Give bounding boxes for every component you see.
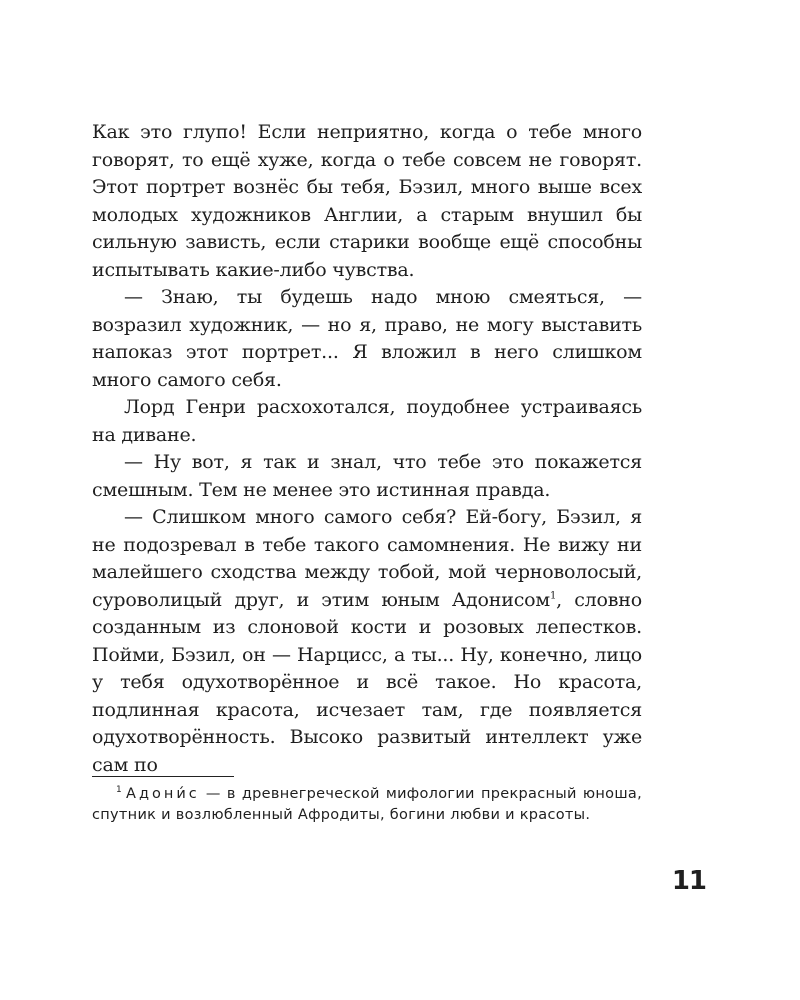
paragraph-5-after-note: , словно созданным из слоновой кости и розовых лепестков. Пойми, Бэзил, он — Нарцисс, а ты... Ну, конечно, лицо у тебя одухотворённое и всё такое. Но красота, подлинная красота, исчезает там, где появляется одухотворённость. Высоко развитый интеллект уже сам по <box>92 588 642 776</box>
footnote <box>92 784 642 825</box>
paragraph-2: — Знаю, ты будешь надо мною смеяться, — возразил художник, — но я, право, не могу выставить напоказ этот портрет... Я вложил в него слишком много самого себя. <box>92 286 642 391</box>
footnote-text: — в древнегреческой мифологии прекрасный юноша, спутник и возлюбленный Афродиты, богини любви и красоты. <box>92 786 642 823</box>
paragraph-1: Как это глупо! Если неприятно, когда о тебе много говорят, то ещё хуже, когда о тебе совсем не говорят. Этот портрет вознёс бы тебя, Бэзил, много выше всех молодых художников Англии, а старым внушил бы сильную зависть, если старики вообще ещё способны испытывать какие-либо чувства. <box>92 121 642 281</box>
main-text <box>92 119 642 779</box>
paragraph-5-before-note: — Слишком много самого себя? Ей-богу, Бэзил, я не подозревал в тебе такого самомнения. Не вижу ни малейшего сходства между тобой, мой черноволосый, суроволицый друг, и этим юным Адонисом <box>92 506 642 611</box>
paragraph-3: Лорд Генри расхохотался, поудобнее устраиваясь на диване. <box>92 396 642 446</box>
footnote-reference[interactable]: 1 <box>549 590 557 602</box>
paragraph-4: — Ну вот, я так и знал, что тебе это покажется смешным. Тем не менее это истинная правда. <box>92 451 642 501</box>
footnote-term: Адони́с <box>126 786 200 802</box>
paragraph-5 <box>92 504 642 779</box>
footnote-divider <box>92 776 234 777</box>
footnote-mark: 1 <box>116 785 123 796</box>
page-number: 11 <box>671 866 706 896</box>
